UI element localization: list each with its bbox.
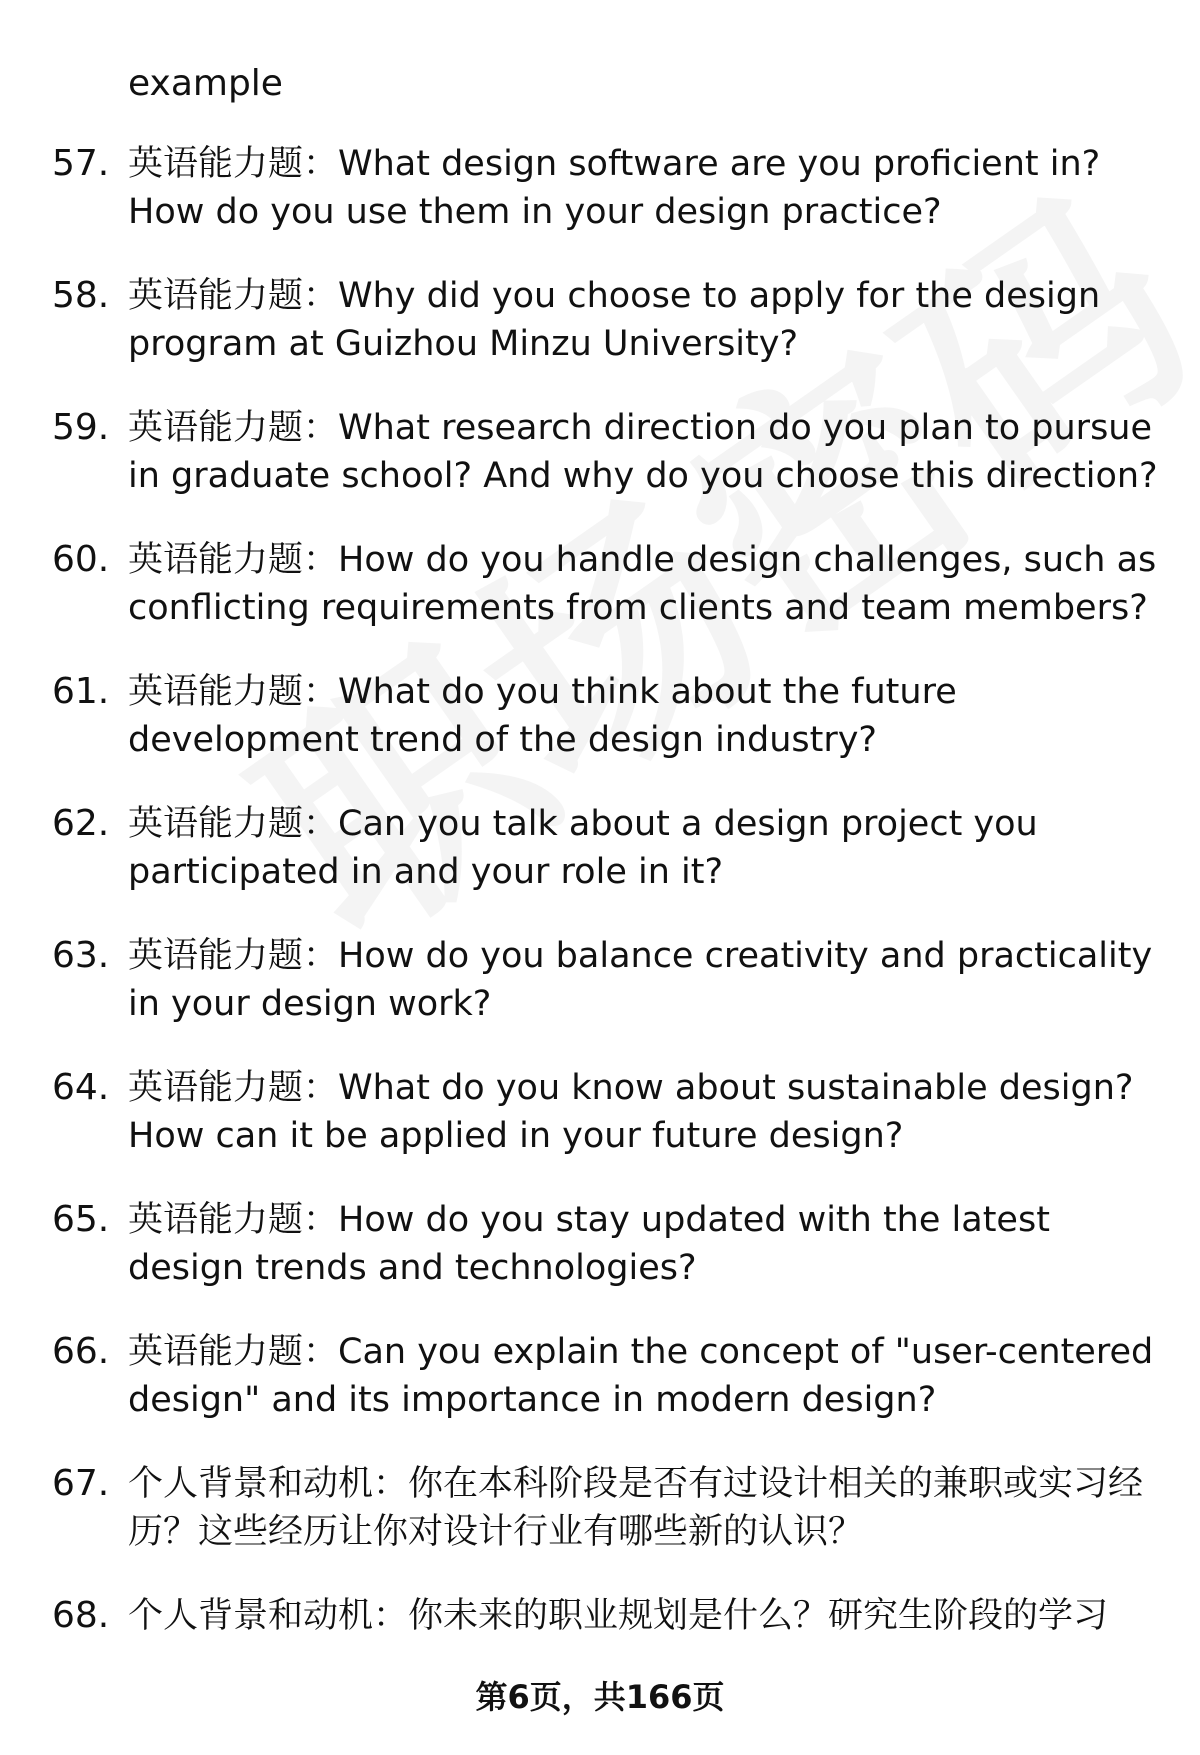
question-text: 英语能力题：What do you think about the future development trend of the design industry? xyxy=(128,672,957,760)
question-text: 英语能力题：What do you know about sustainable design? How can it be applied in your future design? xyxy=(128,1068,1134,1156)
question-text: 英语能力题：How do you stay updated with the latest design trends and technologies? xyxy=(128,1200,1050,1288)
question-number: 57. xyxy=(52,143,110,184)
question-number: 68. xyxy=(52,1595,110,1636)
question-number: 66. xyxy=(52,1331,110,1372)
page-footer: 第6页，共166页 xyxy=(475,1678,725,1716)
question-text: 英语能力题：Why did you choose to apply for the design program at Guizhou Minzu University? xyxy=(128,276,1101,364)
question-item xyxy=(0,800,1200,932)
question-item xyxy=(0,1064,1200,1196)
question-number: 67. xyxy=(52,1463,110,1504)
question-item xyxy=(0,1196,1200,1328)
question-text: 个人背景和动机：你在本科阶段是否有过设计相关的兼职或实习经历？这些经历让你对设计行业有哪些新的认识？ xyxy=(128,1464,1144,1552)
question-number: 65. xyxy=(52,1199,110,1240)
question-text: 英语能力题：How do you handle design challenges, such as conflicting requirements from clients and team members? xyxy=(128,540,1157,628)
question-item xyxy=(0,536,1200,668)
question-number: 59. xyxy=(52,407,110,448)
question-text: 英语能力题：Can you talk about a design project you participated in and your role in it? xyxy=(128,804,1038,892)
question-item xyxy=(0,140,1200,272)
question-item xyxy=(0,932,1200,1064)
question-text: 英语能力题：Can you explain the concept of "user-centered design" and its importance in modern design? xyxy=(128,1332,1154,1420)
question-number: 61. xyxy=(52,671,110,712)
question-item xyxy=(0,404,1200,536)
question-number: 62. xyxy=(52,803,110,844)
question-text: 英语能力题：How do you balance creativity and practicality in your design work? xyxy=(128,936,1153,1024)
question-number: 58. xyxy=(52,275,110,316)
question-number: 64. xyxy=(52,1067,110,1108)
question-text: 英语能力题：What research direction do you plan to pursue in graduate school? And why do you choose this direction? xyxy=(128,408,1158,496)
question-item xyxy=(0,1460,1200,1592)
question-list xyxy=(0,140,1200,1724)
question-item xyxy=(0,1328,1200,1460)
question-item xyxy=(0,272,1200,404)
question-number: 60. xyxy=(52,539,110,580)
question-text: 个人背景和动机：你未来的职业规划是什么？研究生阶段的学习 xyxy=(128,1596,1109,1636)
question-text: 英语能力题：What design software are you proficient in? How do you use them in your design practice? xyxy=(128,144,1101,232)
continued-text: example xyxy=(128,63,283,104)
question-item xyxy=(0,668,1200,800)
question-number: 63. xyxy=(52,935,110,976)
